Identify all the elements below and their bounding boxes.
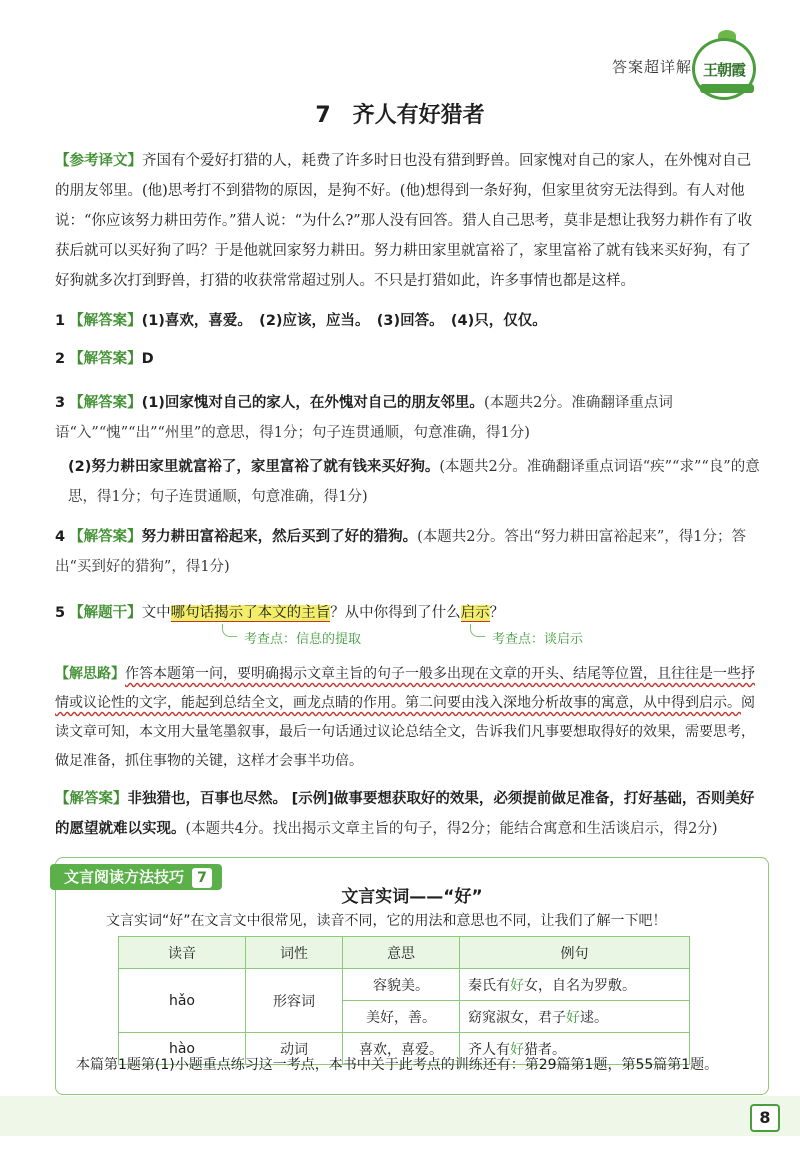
answer-label: 【解答案】	[69, 313, 142, 329]
translation-label: 【参考译文】	[55, 152, 142, 169]
translation-text: 齐国有个爱好打猎的人，耗费了许多时日也没有猎到野兽。回家愧对自己的家人，在外愧对自己的朋友邻里。(他)思考打不到猎物的原因，是狗不好。(他)想得到一条好狗，但家里贫穷无法得到。有人对他说：“你应该努力耕田劳作。”猎人说：“为什么?”那人没有回答。猎人自己思考，莫非是想让我努力耕作有了收获后就可以买好狗了吗？于是他就回家努力耕田。努力耕田家里就富裕了，家里富裕了就有钱来买好狗，有了好狗就多次打到野兽，打猎的收获常常超过别人。不只是打猎如此，许多事情也都是这样。	[55, 153, 753, 289]
stem-highlight-2: 启示	[460, 605, 490, 621]
example-cell	[460, 1001, 690, 1033]
stem-text-3: ？	[489, 605, 505, 621]
stem-label: 【解题干】	[69, 605, 142, 621]
page-title: 7 齐人有好猎者	[315, 103, 485, 128]
scoring-note: (本题共2分。准确翻译重点词语“疾”“求”“良”的意思，得1分；句子连贯通顺，句意准确，得1分)	[68, 459, 760, 505]
answer-text: (1)喜欢，喜爱。 (2)应该，应当。 (3)回答。 (4)只，仅仅。	[141, 313, 547, 329]
scoring-note: (本题共2分。答出“努力耕田富裕起来”，得1分；答出“买到好的猎狗”，得1分)	[55, 529, 747, 575]
answer-text: 努力耕田富裕起来，然后买到了好的猎狗。	[141, 529, 418, 545]
answer-label: 【解答案】	[69, 395, 142, 411]
table-header: 意思	[343, 937, 460, 969]
question-number: 4	[55, 529, 66, 545]
example-text: 猎者。	[524, 1041, 566, 1058]
meaning-cell: 美好，善。	[343, 1001, 460, 1033]
thinking-text-underlined: 作答本题第一问，要明确揭示文章主旨的句子一般多出现在文章的开头、结尾等位置，且往往是一些抒情或议论性的文字，能起到总结全文，画龙点睛的作用。第二问要由浅入深地分析故事的寓意，从中得到启示。	[55, 666, 755, 711]
answer-q4	[55, 522, 760, 582]
stem-text: 文中	[141, 605, 171, 621]
example-text: 秦氏有	[468, 977, 510, 994]
thinking-text: 阅读文章可知，本文用大量笔墨叙事，最后一句话通过议论总结全文，告诉我们凡事要想取得好的效果，需要思考，做足准备，抓住事物的关键，这样才会事半功倍。	[55, 695, 755, 769]
annotation-point-1: 考查点：信息的提取	[244, 632, 362, 647]
tip-tag-number: 7	[192, 868, 212, 888]
example-label: [示例]	[291, 791, 334, 807]
scoring-note: (本题共2分。准确翻译重点词语“入”“愧”“出”“州里”的意思，得1分；句子连贯通顺，句意准确，得1分)	[55, 395, 673, 441]
tip-intro: 文言实词“好”在文言文中很常见，读音不同，它的用法和意思也不同，让我们了解一下吧！	[106, 913, 667, 929]
tip-title: 文言实词——“好”	[341, 887, 483, 907]
table-row	[119, 969, 690, 1001]
scoring-note: (本题共4分。找出揭示文章主旨的句子，得2分；能结合寓意和生活谈启示，得2分)	[185, 821, 718, 837]
example-text: 齐人有	[468, 1041, 510, 1058]
answer-q3-part2	[68, 452, 760, 512]
page-header	[0, 0, 800, 80]
annotation-arrow-2	[470, 624, 485, 637]
example-text: 窈窕淑女，君子	[468, 1009, 566, 1026]
reading-cell: hào	[119, 1033, 246, 1065]
answer-q1	[55, 306, 760, 336]
logo-text: 王朝霞	[702, 60, 745, 79]
answer-label: 【解答案】	[69, 529, 142, 545]
meaning-cell: 喜欢，喜爱。	[343, 1033, 460, 1065]
vocab-table	[118, 936, 690, 1065]
tip-footer: 本篇第1题第(1)小题重点练习这一考点，本书中关于此考点的训练还有：第29篇第1题，第55篇第1题。	[76, 1057, 719, 1073]
page-bottom-band	[0, 1096, 800, 1136]
meaning-cell: 容貌美。	[343, 969, 460, 1001]
table-header-row	[119, 937, 690, 969]
stem-highlight-1: 哪句话揭示了本文的主旨	[170, 605, 331, 621]
table-header: 词性	[246, 937, 343, 969]
method-tip-box	[55, 857, 769, 1095]
answer-q3-part1	[55, 388, 760, 448]
tip-tag-label: 文言阅读方法技巧	[64, 868, 185, 886]
pos-cell: 形容词	[246, 969, 343, 1033]
page-number: 8	[750, 1104, 780, 1132]
example-text: 女，自名为罗敷。	[524, 977, 636, 994]
reading-cell: hǎo	[119, 969, 246, 1033]
answer-label: 【解答案】	[55, 791, 128, 807]
example-key-char: 好	[510, 977, 524, 994]
answer-q2	[55, 344, 760, 374]
question-number: 5	[55, 605, 66, 621]
question-number: 2	[55, 351, 66, 367]
answer-text: 非独猎也，百事也尽然。	[127, 791, 287, 807]
answer-q5	[55, 784, 760, 844]
question-number: 3	[55, 395, 66, 411]
answer-label: 【解答案】	[69, 351, 142, 367]
table-header: 例句	[460, 937, 690, 969]
annotation-point-2: 考查点：谈启示	[492, 632, 584, 647]
answer-text: (1)回家愧对自己的家人，在外愧对自己的朋友邻里。	[141, 395, 484, 411]
answer-text-2: 做事要想获取好的效果，必须提前做足准备，打好基础，否则美好的愿望就难以实现。	[55, 791, 755, 837]
example-key-char: 好	[566, 1009, 580, 1026]
example-key-char: 好	[510, 1041, 524, 1058]
logo-ribbon	[700, 84, 754, 93]
brand-text: 答案超详解	[611, 58, 692, 76]
question-q5-stem	[55, 598, 760, 628]
stem-text-2: ？从中你得到了什么	[330, 605, 461, 621]
translation-section	[55, 146, 760, 296]
answer-text: D	[141, 351, 154, 367]
question-number: 1	[55, 313, 66, 329]
pos-cell: 动词	[246, 1033, 343, 1065]
example-cell	[460, 969, 690, 1001]
thinking-section	[55, 660, 760, 776]
table-header: 读音	[119, 937, 246, 969]
answer-text: (2)努力耕田家里就富裕了，家里富裕了就有钱来买好狗。	[68, 459, 440, 475]
thinking-label: 【解思路】	[55, 666, 125, 682]
example-text: 逑。	[580, 1009, 608, 1026]
annotation-arrow-1	[222, 624, 237, 637]
